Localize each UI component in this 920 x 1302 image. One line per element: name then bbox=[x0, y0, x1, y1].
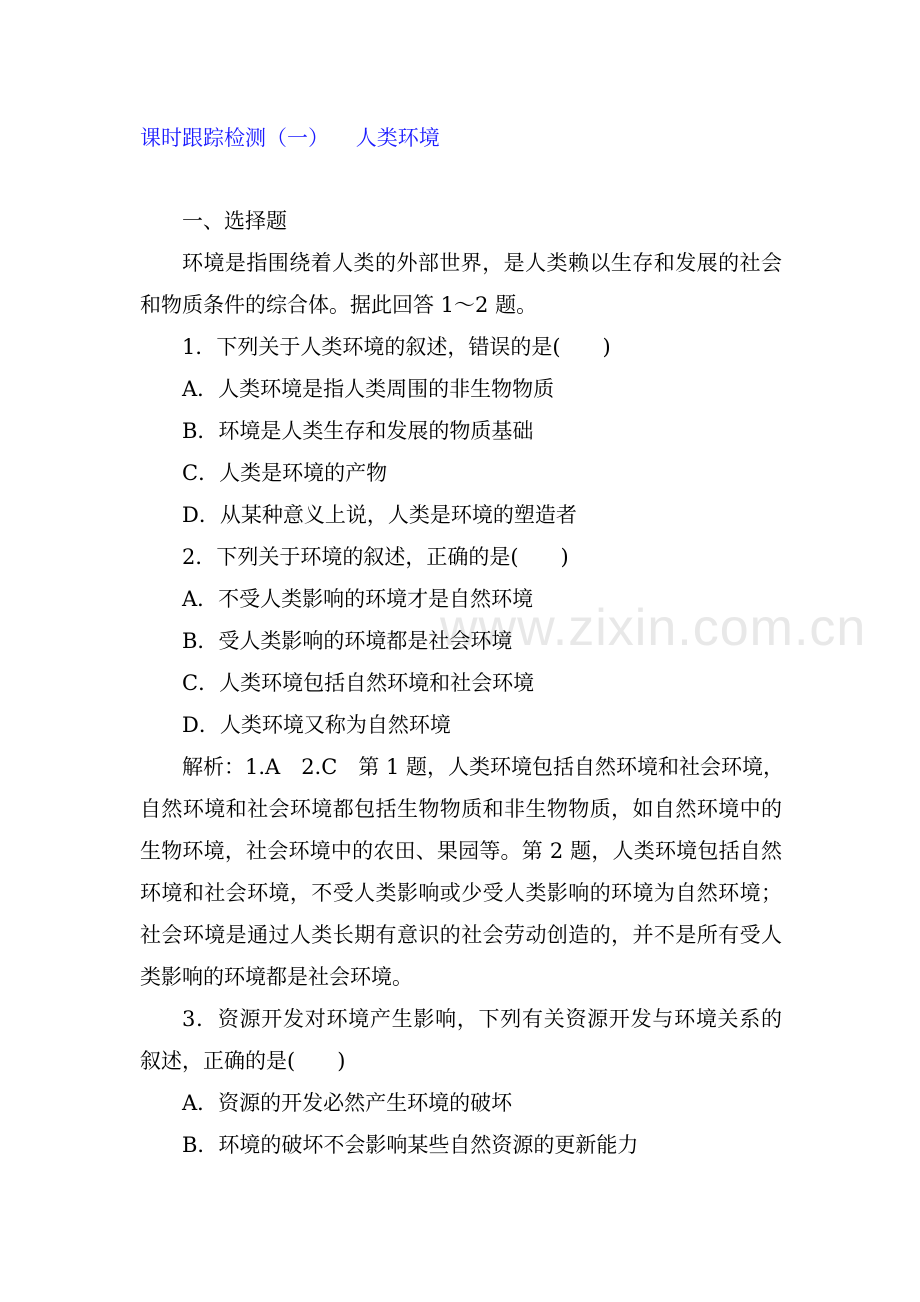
page-title: 课时跟踪检测（一） 人类环境 bbox=[140, 126, 440, 150]
question-3-stem: 叙述，正确的是( ) bbox=[140, 1049, 346, 1073]
question-1-option-d: D．从某种意义上说，人类是环境的塑造者 bbox=[182, 503, 577, 527]
analysis-line: 环境和社会环境，不受人类影响或少受人类影响的环境为自然环境； bbox=[140, 881, 782, 905]
intro-line: 环境是指围绕着人类的外部世界，是人类赖以生存和发展的社会 bbox=[182, 251, 782, 275]
analysis-line: 自然环境和社会环境都包括生物物质和非生物物质，如自然环境中的 bbox=[140, 797, 782, 821]
analysis-line: 生物环境，社会环境中的农田、果园等。第 2 题，人类环境包括自然 bbox=[140, 839, 782, 863]
analysis-line: 类影响的环境都是社会环境。 bbox=[140, 965, 413, 989]
document-body bbox=[140, 200, 785, 1166]
question-2-option-d: D．人类环境又称为自然环境 bbox=[182, 713, 451, 737]
question-1-stem: 1．下列关于人类环境的叙述，错误的是( ) bbox=[182, 335, 611, 359]
question-2-option-a: A．不受人类影响的环境才是自然环境 bbox=[182, 587, 534, 611]
watermark: www.zixin.com.cn bbox=[440, 599, 867, 657]
question-1-option-b: B．环境是人类生存和发展的物质基础 bbox=[182, 419, 534, 443]
analysis-line: 解析：1.A 2.C 第 1 题，人类环境包括自然环境和社会环境， bbox=[182, 755, 785, 779]
question-2-option-c: C．人类环境包括自然环境和社会环境 bbox=[182, 671, 535, 695]
question-3-option-a: A．资源的开发必然产生环境的破坏 bbox=[182, 1091, 513, 1115]
question-1-option-a: A．人类环境是指人类周围的非生物物质 bbox=[182, 377, 555, 401]
question-1-option-c: C．人类是环境的产物 bbox=[182, 461, 388, 485]
question-3-option-b: B．环境的破坏不会影响某些自然资源的更新能力 bbox=[182, 1133, 639, 1157]
question-3-stem: 3．资源开发对环境产生影响，下列有关资源开发与环境关系的 bbox=[182, 1007, 782, 1031]
analysis-line: 社会环境是通过人类长期有意识的社会劳动创造的，并不是所有受人 bbox=[140, 923, 782, 947]
intro-line: 和物质条件的综合体。据此回答 1～2 题。 bbox=[140, 293, 538, 317]
section-heading: 一、选择题 bbox=[182, 209, 287, 233]
question-2-stem: 2．下列关于环境的叙述，正确的是( ) bbox=[182, 545, 569, 569]
question-2-option-b: B．受人类影响的环境都是社会环境 bbox=[182, 629, 513, 653]
